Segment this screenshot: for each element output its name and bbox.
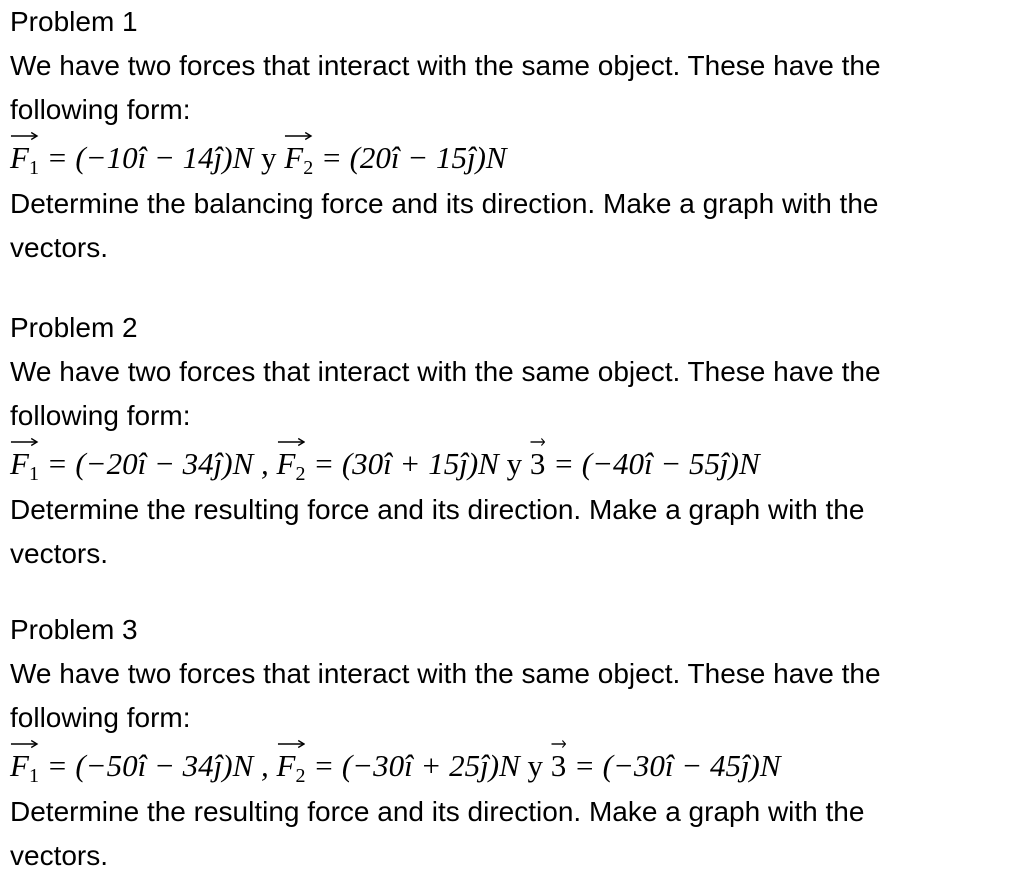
conjunction: y [527,748,543,783]
conjunction: y [261,140,277,175]
problem-task-line-1: Determine the resulting force and its direction. Make a graph with the [10,796,865,827]
problem-title: Problem 1 [10,6,138,37]
problem-intro-line-1: We have two forces that interact with the same object. These have the [10,50,881,81]
force-vector-f3 [551,742,567,790]
vector-symbol: 3 [550,748,567,783]
problem-title: Problem 3 [10,614,138,645]
force-vector-f1 [10,742,39,790]
force-vector-f1 [10,440,39,488]
force-vector-f2 [277,742,306,790]
vector-subscript: 2 [303,157,314,179]
force-vector-f3 [530,440,546,488]
problem-3 [10,608,1015,878]
vector-symbol: 3 [529,446,546,481]
force-expression: = (−30î + 25ĵ)N [305,748,528,783]
vector-symbol: F [10,446,29,481]
force-vector-f2 [277,440,306,488]
vector-symbol: F [276,446,296,481]
problem-intro-line-2: following form: [10,400,191,431]
force-expression: = (−20î − 34ĵ)N , [38,446,277,481]
force-equation [10,438,1015,488]
problem-task-line-1: Determine the resulting force and its direction. Make a graph with the [10,494,865,525]
problem-task-line-2: vectors. [10,232,109,263]
problem-intro-line-2: following form: [10,702,191,733]
force-expression: = (−30î − 45ĵ)N [566,748,781,783]
vector-symbol: F [10,748,29,783]
vector-subscript: 2 [295,463,306,485]
vector-subscript: 1 [28,157,39,179]
vector-subscript: 2 [295,765,306,787]
problem-intro-line-2: following form: [10,94,191,125]
force-vector-f2 [284,134,313,182]
vector-symbol: F [276,748,296,783]
problem-task-line-2: vectors. [10,840,109,871]
vector-symbol: F [284,140,304,175]
force-expression: = (20î − 15ĵ)N [313,140,507,175]
problem-intro-line-1: We have two forces that interact with the same object. These have the [10,356,881,387]
problem-task-line-2: vectors. [10,538,109,569]
force-vector-f1 [10,134,39,182]
force-expression: = (−10î − 14ĵ)N [38,140,261,175]
problem-1 [10,0,1015,270]
force-expression: = (−40î − 55ĵ)N [545,446,760,481]
problem-intro-line-1: We have two forces that interact with the same object. These have the [10,658,881,689]
vector-subscript: 1 [28,463,39,485]
force-expression: = (−50î − 34ĵ)N , [38,748,277,783]
vector-subscript: 1 [28,765,39,787]
force-equation [10,740,1015,790]
problem-task-line-1: Determine the balancing force and its direction. Make a graph with the [10,188,879,219]
problem-title: Problem 2 [10,312,138,343]
force-expression: = (30î + 15ĵ)N [305,446,507,481]
problem-2 [10,306,1015,576]
conjunction: y [506,446,523,481]
force-equation [10,132,1015,182]
vector-symbol: F [10,140,29,175]
